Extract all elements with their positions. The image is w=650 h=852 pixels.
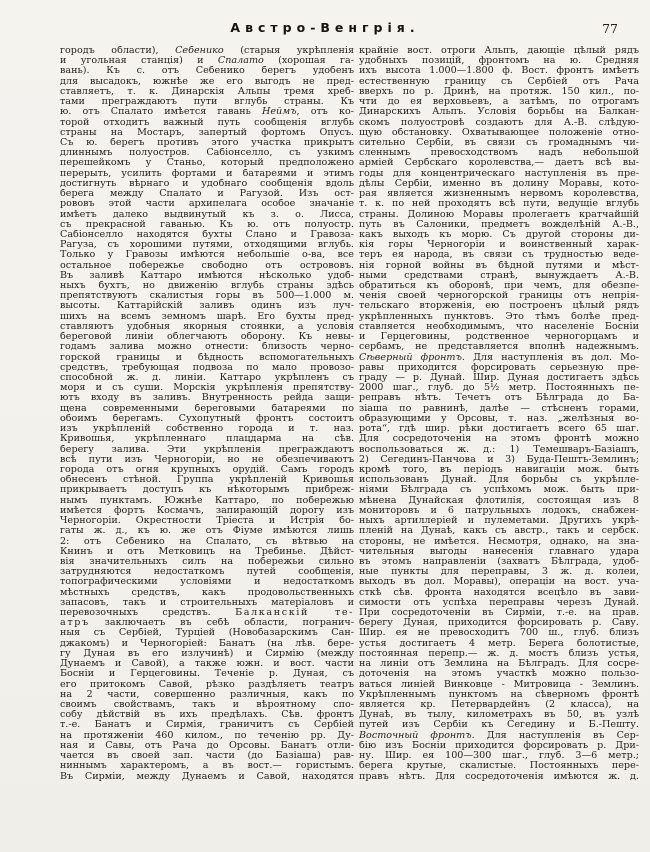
text-line: и Герцеговины, родственное черногорцамъ и — [359, 332, 639, 343]
text-line: реправъ нѣтъ. Течетъ отъ Бѣлграда до Ба- — [359, 393, 639, 404]
text-line: 2000 шаг., глуб. до 5½ метр. Постоянныхъ пе- — [359, 383, 639, 394]
text-line: его притокомъ Савой, рѣзко раздѣляетъ театръ — [60, 679, 354, 690]
text-line: Книнъ и отъ Метковицъ на Требинье. Дѣйст- — [60, 546, 354, 557]
text-line: торой отходитъ важный путь сообщенія вглубь — [60, 117, 354, 128]
text-line: на протяженіи 460 килом., по теченію рр. Ду- — [60, 730, 354, 741]
text-line: воспользоваться ж. д.: 1) Темешваръ-Базіашъ, — [359, 444, 639, 455]
text-line: Кривошья, укрѣпленнаго плацдарма на сѣв. — [60, 434, 354, 445]
text-line: имѣется фортъ Космачъ, запирающій дорогу изъ — [60, 505, 354, 516]
text-line: Дунаемъ и Савой), а также южн. и вост. части — [60, 659, 354, 670]
text-line: джакомъ) и Черногоріей: Банатъ (на лѣв. бере- — [60, 638, 354, 649]
text-line: Для сосредоточенія на этомъ фронтѣ можно — [359, 434, 639, 445]
text-line: ныхъ артиллеріей и пулеметами. Другихъ укрѣ- — [359, 516, 639, 527]
text-line: симости отъ успѣха переправы черезъ Дунай. — [359, 597, 639, 608]
text-line: мѣнена Дунайская флотилія, состоящая изъ 8 — [359, 495, 639, 506]
text-line: Сабіонселло находятся бухты Слано и Гравоза- — [60, 229, 354, 240]
text-line: чительныя выгоды нанесенія главнаго удара — [359, 546, 639, 557]
text-line: Рагуза, съ хорошими путями, отходящими вглубь. — [60, 240, 354, 251]
text-line: ставляется необходимымъ, что населеніе Босніи — [359, 321, 639, 332]
text-line: ютъ входу въ заливъ. Внутренность рейда защи- — [60, 393, 354, 404]
text-line: ну. Шир. ея 100—300 шаг., глуб. 3—6 метр.; — [359, 751, 639, 762]
text-line: чти до ея верховьевъ, а затѣмъ, по отрогамъ — [359, 97, 639, 108]
text-line: ніями Бѣлграда съ успѣхомъ мож. быть при- — [359, 485, 639, 496]
text-line: обнесенъ стѣной. Группа укрѣпленій Кривошья — [60, 475, 354, 486]
text-line: сткѣ сѣв. фронта находятся всецѣло въ зави- — [359, 587, 639, 598]
text-line: путей изъ Сербіи къ Сегедину и Б.-Пешту. — [359, 720, 639, 731]
text-line: сленнымъ превосходствомъ надъ небольшой — [359, 148, 639, 159]
text-line: т. к. по ней проходятъ всѣ пути, ведущіе вглубь — [359, 199, 639, 210]
text-line: ныхъ бухтъ, но движенію вглубь страны здѣсь — [60, 281, 354, 292]
text-line: скомъ полуостровѣ создаютъ для А.-В. слѣдую- — [359, 117, 639, 128]
text-line: рая является жизненнымъ нервомъ королевства, — [359, 189, 639, 200]
text-line: съ прекрасной гаванью. Къ ю. отъ полуостр. — [60, 219, 354, 230]
text-line: длиннымъ полуостров. Сабіонселло, съ узкимъ — [60, 148, 354, 159]
text-line: шихъ на всемъ земномъ шарѣ. Его бухты пред- — [60, 311, 354, 322]
text-line: доточенія на этомъ участкѣ можно пользо- — [359, 669, 639, 680]
text-line: использованъ Дунай. Для борьбы съ укрѣпле- — [359, 475, 639, 486]
text-line: кромѣ того, въ періодъ навигаціи мож. быть — [359, 464, 639, 475]
text-line: прикрываетъ доступъ къ нѣкоторымъ прибреж- — [60, 485, 354, 496]
text-line: образующими у Орсовы, т. наз. „желѣзныя во- — [359, 413, 639, 424]
text-line: т.-е. Банатъ и Сирмія, граничитъ съ Сербіей — [60, 720, 354, 731]
text-line: берегу залива. Эти укрѣпленія преграждаютъ — [60, 444, 354, 455]
text-line: тами преграждаютъ пути вглубь страны. Къ — [60, 97, 354, 108]
text-line: Съ ю. берегъ противъ этого участка прикрытъ — [60, 137, 354, 148]
text-line: годы для концентрическаго наступленія въ пре- — [359, 168, 639, 179]
text-line: Только у Гравозы имѣются небольшіе о-ва, все — [60, 250, 354, 261]
text-line: вань). Къ с. отъ Себенико берегъ удобенъ — [60, 66, 354, 77]
page-title: Австро-Венгрія. — [230, 20, 420, 35]
text-line: крайніе вост. отроги Альпъ, дающіе цѣлый рядъ — [359, 46, 639, 56]
text-line: щую обстановку. Охватывающее положеніе отно- — [359, 127, 639, 138]
text-line: щена современными береговыми батареями по — [60, 403, 354, 414]
text-line: тельскаго вторженія, ею построенъ цѣлый рядъ — [359, 301, 639, 312]
text-line: рота“, гдѣ шир. рѣки достигаетъ всего 65 шаг. — [359, 424, 639, 435]
text-line: Черногоріи. Окрестности Тріеста и Истрія бо- — [60, 516, 354, 527]
text-line: собу дѣйствій въ ихъ предѣлахъ. Сѣв. фронтъ — [60, 710, 354, 721]
text-line: страны. Долиною Моравы пролегаетъ кратчайшій — [359, 209, 639, 220]
text-line: граду — р. Дунай. Шир. Дуная достигаетъ здѣсь — [359, 373, 639, 383]
text-line: Динарскихъ Альпъ. Условія борьбы на Балкан- — [359, 107, 639, 118]
text-line: правъ нѣтъ. Для сосредоточенія имѣются ж. д. — [359, 771, 639, 782]
text-line: препятствуютъ скалистыя горы въ 500—1.000 м. — [60, 291, 354, 302]
page-header — [0, 20, 650, 38]
text-line: постоянная перепр.— ж. д. мостъ близъ устья, — [359, 648, 639, 659]
text-line: чается въ своей зап. части (до Базіаша) рав- — [60, 751, 354, 762]
text-line: ные пункты для переправы, 3 ж. д. колеи, — [359, 567, 639, 578]
text-line: теръ ея народа, въ связи съ трудностью веде- — [359, 250, 639, 261]
text-line: бію изъ Босніи приходится форсировать р. Дри- — [359, 740, 639, 751]
text-line: остальное побережье свободно отъ острововъ. — [60, 260, 354, 271]
text-line: мѣстныхъ средствъ, какъ продовольственныхъ — [60, 587, 354, 598]
text-line: Укрѣпленнымъ пунктомъ на сѣверномъ фронтѣ — [359, 689, 639, 700]
text-line: обоимъ берегамъ. Сухопутный фронтъ состоитъ — [60, 413, 354, 424]
text-line: 2: отъ Себенико на Спалато, съ вѣтвью на — [60, 536, 354, 547]
text-line: города отъ огня крупныхъ орудій. Самъ городъ — [60, 464, 354, 475]
text-line: какъ выходъ къ морю. Съ другой стороны ди- — [359, 229, 639, 240]
text-line: естественную границу съ Сербіей отъ Рача — [359, 76, 639, 87]
text-line: для высадокъ, южнѣе же его выгодъ не пред- — [60, 76, 354, 87]
text-line: Въ Сирміи, между Дунаемъ и Савой, находятся — [60, 771, 354, 782]
text-line: удобныхъ позицій, фронтомъ на ю. Средняя — [359, 56, 639, 67]
text-line: ставляютъ удобныя якорныя стоянки, а условія — [60, 321, 354, 332]
text-line: горской границы и бѣдность вспомогательныхъ — [60, 352, 354, 363]
text-line: достигнуть вѣрнаго и удобнаго сообщенія вдоль — [60, 178, 354, 189]
text-line: вверхъ по р. Дринѣ, на протяж. 150 кил., по- — [359, 86, 639, 97]
text-line: перешейкомъ у Станьо, который предположено — [60, 158, 354, 169]
page-number: 77 — [602, 21, 618, 36]
text-line: обратиться къ оборонѣ, при чемъ, для обезпе- — [359, 281, 639, 292]
text-line: ныя съ Сербіей, Турціей (Новобазарскимъ Сан- — [60, 628, 354, 639]
text-line: 2) Сегединъ-Панчова и 3) Буда-Пештъ-Землинъ; — [359, 454, 639, 465]
text-line: всѣ пути изъ Черногоріи, но не обезпечиваютъ — [60, 454, 354, 465]
text-line: городъ области), Себенико (старыя укрѣпленія — [60, 46, 354, 56]
text-line: ихъ высота 1.000—1.800 ф. Вост. фронтъ имѣетъ — [359, 66, 639, 77]
text-column-right — [359, 46, 639, 782]
text-line: является кр. Петервардейнъ (2 класса), на — [359, 700, 639, 710]
text-line: При сосредоточеніи въ Сирміи, т.-е. на прав. — [359, 608, 639, 619]
text-line: запасовъ, такъ и строительныхъ матеріаловъ и — [60, 597, 354, 608]
text-line: страны на Мостаръ, запертый фортомъ Опусъ. — [60, 127, 354, 138]
text-line: Босніи и Герцеговины. Теченіе р. Дуная, съ — [60, 669, 354, 680]
text-line: кія горы Черногоріи и воинственный харак- — [359, 240, 639, 251]
text-line: Восточный фронтъ. Для наступленія въ Сер- — [359, 730, 639, 741]
text-line: на 2 части, совершенно различныя, какъ по — [60, 689, 354, 700]
text-line: берега крутые, скалистые. Постоянныхъ пере- — [359, 761, 639, 772]
text-column-left — [60, 46, 354, 782]
text-line: имѣетъ далеко выдвинутый къ з. о. Лисса, — [60, 209, 354, 220]
text-line: средствъ, требующая подвоза по мало провозо- — [60, 362, 354, 373]
text-line: гу Дуная въ его излучинѣ) и Сирмію (между — [60, 648, 354, 659]
text-line: рововъ этой части архипелага особое значаніе — [60, 199, 354, 210]
text-line: нія горной войны въ бѣдной путями и мѣст- — [359, 260, 639, 271]
text-line: ная и Савы, отъ Рача до Орсовы. Банатъ отли- — [60, 740, 354, 751]
text-line: ниннымъ характеромъ, а въ вост.— гористымъ. — [60, 761, 354, 772]
text-line: укрѣпленныхъ пунктовъ. Это тѣмъ болѣе пред- — [359, 311, 639, 322]
text-line: топографическими условіями и недостаткомъ — [60, 577, 354, 588]
text-line: Шир. ея не превосходитъ 700 ш., глуб. близъ — [359, 628, 639, 639]
text-line: атръ заключаетъ въ себѣ области, погранич- — [60, 618, 354, 629]
text-line: своимъ свойствамъ, такъ и вѣроятному спо- — [60, 700, 354, 710]
text-line: зіаша по равнинѣ, далѣе — стѣсненъ горами, — [359, 403, 639, 414]
text-line: на линіи отъ Землина на Бѣлградъ. Для сосре- — [359, 659, 639, 670]
text-line: перерыть, усилить фортами и батареями и этимъ — [60, 168, 354, 179]
text-line: устья достигаетъ 4 метр. Берега болотистые, — [359, 638, 639, 649]
text-line: ю. отъ Спалато имѣется гавань Неймъ, отъ ко- — [60, 107, 354, 118]
text-line: вія значительныхъ силъ на побережьи сильно — [60, 556, 354, 567]
text-line: путь въ Салоники, предметъ вожделѣній А.-В., — [359, 219, 639, 230]
text-line: затрудняются недостаткомъ путей сообщенія, — [60, 567, 354, 578]
text-line: ваться линіей Винковце - Митровица - Землинъ. — [359, 679, 639, 690]
text-line: моря и съ суши. Морскія укрѣпленія препятству- — [60, 383, 354, 394]
text-line: изъ укрѣпленій собственно города и т. наз. — [60, 424, 354, 435]
text-line: нымъ пунктамъ. Южнѣе Каттаро, по побережью — [60, 495, 354, 506]
text-line: и угольная станція) и Спалато (хорошая га- — [60, 56, 354, 67]
text-line: Въ заливѣ Каттаро имѣются нѣсколько удоб- — [60, 270, 354, 281]
text-line: береговой линіи облегчаютъ оборону. Къ невы- — [60, 332, 354, 343]
text-line: арміей Сербскаго королевства,— даетъ всѣ вы- — [359, 158, 639, 169]
text-line: Дунаѣ, въ тылу, километрахъ въ 50, въ узлѣ — [359, 710, 639, 721]
text-line: берега между Спалато и Рагузой. Изъ ост- — [60, 189, 354, 200]
text-line: годамъ залива можно отнести: близость черно- — [60, 342, 354, 353]
text-line: пленій на Дунаѣ, какъ съ австр., такъ и сербск. — [359, 526, 639, 537]
text-line: берегу Дуная, приходится форсировать р. Саву. — [359, 618, 639, 629]
text-line: сительно Сербіи, въ связи съ громаднымъ чи- — [359, 137, 639, 148]
text-line: въ этомъ направленіи (захватъ Бѣлграда, удоб- — [359, 556, 639, 567]
text-line: ными средствами странѣ, вынуждаетъ А.-В. — [359, 270, 639, 281]
text-line: дѣлы Сербіи, именно въ долину Моравы, кото- — [359, 178, 639, 189]
text-line: способной ж. д. линіи. Каттаро укрѣпленъ съ — [60, 373, 354, 383]
text-line: мониторовъ и 6 патрульныхъ лодокъ, снабжен- — [359, 505, 639, 516]
text-line: стороны, не имѣется. Несмотря, однако, на зна- — [359, 536, 639, 547]
text-line: Сѣверный фронтъ. Для наступленія въ дол. Мо- — [359, 352, 639, 363]
text-line: гаты ж. д., къ ю. же отъ Фіуме имѣются лишь — [60, 526, 354, 537]
text-line: ставляетъ, т. к. Динарскія Альпы тремя хреб- — [60, 86, 354, 97]
text-line: сербамъ, не представляется вполнѣ надежнымъ. — [359, 342, 639, 353]
text-line: выходъ въ дол. Моравы), операціи на вост. уча- — [359, 577, 639, 588]
text-line: перевозочныхъ средствъ. Балканскій те- — [60, 608, 354, 619]
text-line: высоты. Каттарійскій заливъ одинъ изъ луч- — [60, 301, 354, 312]
text-line: ченія своей черногорской границы отъ непрія- — [359, 291, 639, 302]
text-line: равы приходится форсировать серьезную пре- — [359, 362, 639, 373]
